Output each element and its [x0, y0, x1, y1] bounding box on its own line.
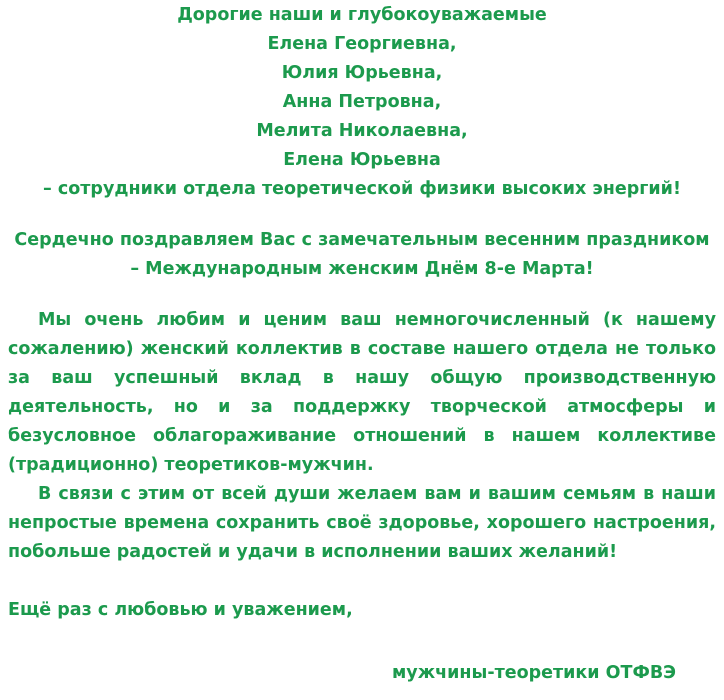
name-line: Елена Юрьевна [283, 150, 441, 170]
spacer [8, 567, 716, 596]
department-line: – сотрудники отдела теоретической физики высоких энергий! [43, 179, 681, 199]
spacer [8, 284, 716, 306]
name-line: Юлия Юрьевна, [281, 63, 443, 83]
greeting-line: Сердечно поздравляем Вас с замечательным весенним праздником [14, 230, 710, 250]
greeting-line: – Международным женским Днём 8-е Марта! [130, 259, 594, 279]
closing-line: Ещё раз с любовью и уважением, [8, 600, 353, 620]
signature: мужчины-теоретики ОТФВЭ [392, 663, 676, 683]
letter-header [8, 0, 716, 204]
body-paragraph: В связи с этим от всей души желаем вам и вашим семьям в наши непростые времена сохранить своё здоровье, хорошего настроения, побольше радостей и удачи в исполнении ваших желаний! [8, 484, 716, 562]
name-line: Мелита Николаевна, [256, 121, 468, 141]
congratulation-letter [8, 0, 716, 625]
greeting [8, 226, 716, 284]
body-paragraph: Мы очень любим и ценим ваш немногочисленный (к нашему сожалению) женский коллектив в составе нашего отдела не только за ваш успешный вклад в нашу общую производственную деятельность, но и за поддержку творческой атмосферы и безусловное облагораживание отношений в нашем коллективе (традиционно) теоретиков-мужчин. [8, 310, 716, 475]
name-line: Анна Петровна, [282, 92, 442, 112]
spacer [8, 204, 716, 226]
salutation: Дорогие наши и глубокоуважаемые [177, 5, 547, 25]
name-line: Елена Георгиевна, [267, 34, 457, 54]
